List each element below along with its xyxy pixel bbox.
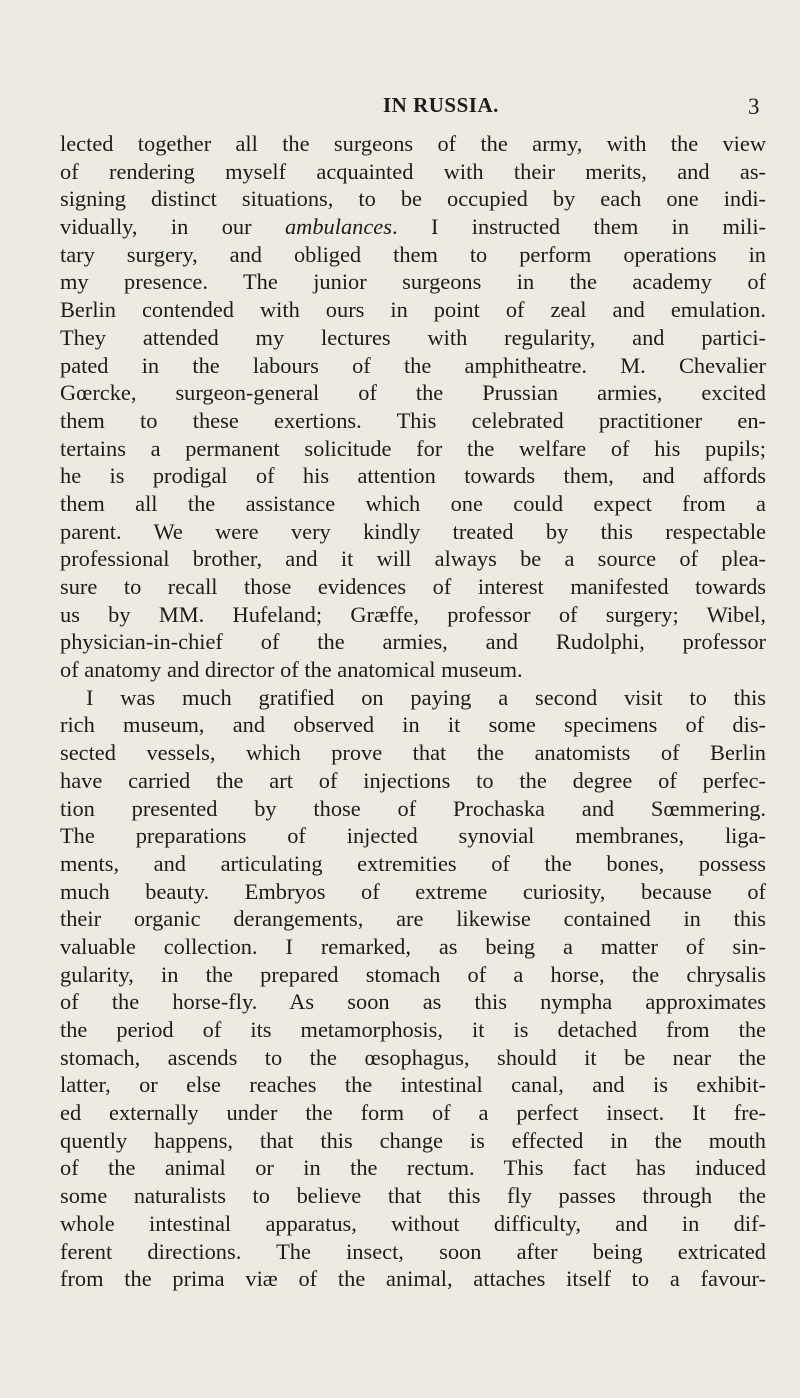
text-line: lected together all the surgeons of the army, with the view [60,131,766,156]
text-line: them all the assistance which one could expect from a [60,490,766,516]
text-line: vidually, in our ambulances. I instructed them in mili- [60,214,766,240]
text-line: their organic derangements, are likewise contained in this [60,906,766,932]
text-line: of rendering myself acquainted with their merits, and as- [60,158,766,184]
emphasis: ambulances [284,214,392,240]
text-line: The preparations of injected synovial membranes, liga- [60,823,766,849]
text-line: gularity, in the prepared stomach of a horse, the chrysalis [60,961,766,987]
text-line: latter, or else reaches the intestinal canal, and is exhibit- [60,1072,766,1098]
text-line: valuable collection. I remarked, as being a matter of sin- [60,933,766,959]
text-line: some naturalists to believe that this fly passes through the [60,1183,766,1209]
text-line: Gœrcke, surgeon-general of the Prussian armies, excited [60,380,766,406]
text-line: he is prodigal of his attention towards them, and affords [60,463,766,489]
text-line: Berlin contended with ours in point of zeal and emulation. [60,297,766,323]
text-line: my presence. The junior surgeons in the academy of [60,269,766,295]
text-line: They attended my lectures with regularity, and partici- [60,324,766,350]
body-text [60,130,766,1293]
text-line: rich museum, and observed in it some specimens of dis- [60,712,766,738]
text-line: them to these exertions. This celebrated practitioner en- [60,407,766,433]
text-line: ferent directions. The insect, soon after being extricated [60,1238,766,1264]
text-line: professional brother, and it will always be a source of plea- [60,546,766,572]
text-line: ments, and articulating extremities of the bones, possess [60,850,766,876]
text-line: physician-in-chief of the armies, and Rudolphi, professor [60,629,766,655]
text-line: signing distinct situations, to be occupied by each one indi- [60,186,766,212]
text-line: us by MM. Hufeland; Græffe, professor of surgery; Wibel, [60,601,766,627]
text-line: the period of its metamorphosis, it is detached from the [60,1017,766,1042]
page-number: 3 [748,94,760,119]
running-title: IN RUSSIA. [383,93,499,117]
text-line: quently happens, that this change is effected in the mouth [60,1127,766,1153]
running-head [0,90,800,120]
text-line: of anatomy and director of the anatomical museum. [60,657,523,683]
text-line: sure to recall those evidences of interest manifested towards [60,574,766,599]
text-line: stomach, ascends to the œsophagus, should it be near the [60,1044,766,1070]
text-line: sected vessels, which prove that the anatomists of Berlin [60,740,766,766]
text-line: tertains a permanent solicitude for the welfare of his pupils; [60,435,766,461]
text-line: tary surgery, and obliged them to perform operations in [60,241,766,267]
text-line: of the animal or in the rectum. This fact has induced [60,1155,766,1181]
text-line: of the horse-fly. As soon as this nympha approximates [60,989,766,1015]
text-line: I was much gratified on paying a second visit to this [86,684,766,710]
text-line: from the prima viæ of the animal, attaches itself to a favour- [60,1266,766,1292]
text-line: tion presented by those of Prochaska and Sœmmering. [60,795,766,821]
text-line: have carried the art of injections to the degree of perfec- [60,767,766,793]
text-line: pated in the labours of the amphitheatre. M. Chevalier [60,352,766,378]
text-line: whole intestinal apparatus, without difficulty, and in dif- [60,1210,766,1236]
text-line: much beauty. Embryos of extreme curiosity, because of [60,878,766,904]
text-line: ed externally under the form of a perfect insect. It fre- [60,1100,766,1126]
text-line: parent. We were very kindly treated by this respectable [60,518,766,544]
